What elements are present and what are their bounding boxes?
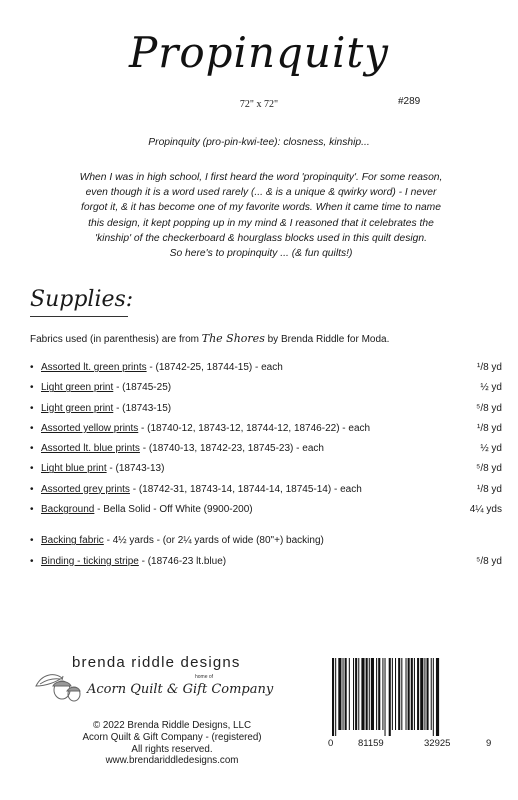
supply-amount: ⁵/8 yd xyxy=(476,402,502,414)
fabric-line-name: The Shores xyxy=(201,332,265,345)
fabrics-note xyxy=(30,332,389,345)
barcode-bar xyxy=(424,658,425,730)
barcode-bar xyxy=(371,658,374,730)
barcode-bar xyxy=(436,658,439,736)
supply-amount: ¹/8 yd xyxy=(476,362,502,373)
barcode-bar xyxy=(338,658,341,730)
barcode-bar xyxy=(411,658,413,730)
barcode-bar xyxy=(349,658,350,730)
supply-name: Assorted lt. blue prints xyxy=(41,443,140,455)
barcode-bar xyxy=(361,658,364,730)
website-link[interactable]: www.brendariddledesigns.com xyxy=(105,755,239,767)
supplies-underline xyxy=(30,316,128,317)
barcode-bar xyxy=(378,658,380,730)
barcode-digit: 9 xyxy=(486,738,492,749)
supply-amount: ½ yd xyxy=(480,382,502,394)
supply-detail: - (18743-13) xyxy=(109,463,165,475)
brand-company: Acorn Quilt & Gift Company xyxy=(87,682,274,697)
supply-detail: - Bella Solid - Off White (9900-200) xyxy=(97,504,253,516)
bullet: • xyxy=(30,535,34,547)
fabrics-note-after: by Brenda Riddle for Moda. xyxy=(267,334,390,345)
copyright-line: All rights reserved. xyxy=(131,743,213,755)
barcode-bar xyxy=(398,658,400,730)
barcode-bar xyxy=(414,658,415,730)
story-line: this design, it kept popping up in my mind & I reasoned that it celebrates the xyxy=(88,217,434,229)
barcode-digit: 81159 xyxy=(358,738,384,749)
supply-item xyxy=(30,504,502,524)
bullet: • xyxy=(30,443,34,455)
barcode-bar xyxy=(382,658,383,730)
supply-item xyxy=(30,362,502,382)
supply-name: Assorted grey prints xyxy=(41,483,130,495)
barcode-bar xyxy=(401,658,402,730)
bullet: • xyxy=(30,402,34,414)
supply-item xyxy=(30,403,502,423)
supply-amount: ¹/8 yd xyxy=(476,483,502,495)
supply-item xyxy=(30,382,502,402)
supply-name: Assorted lt. green prints xyxy=(41,362,147,373)
barcode-bar xyxy=(332,658,334,736)
barcode-bar xyxy=(420,658,423,730)
supplies-heading: Supplies: xyxy=(30,287,134,312)
supply-amount: ½ yd xyxy=(480,443,502,455)
supplies-list xyxy=(30,362,502,576)
supply-name: Binding - ticking stripe xyxy=(41,555,139,567)
barcode-bar xyxy=(389,658,391,736)
bullet: • xyxy=(30,483,34,495)
story-line: So here's to propinquity ... (& fun quilts!) xyxy=(169,248,353,260)
bullet: • xyxy=(30,504,34,516)
story-line: even though it is a word used rarely (... & is a unique & qwirky word) - I never xyxy=(85,187,437,199)
barcode-bar xyxy=(408,658,410,730)
copyright-line: Acorn Quilt & Gift Company - (registered) xyxy=(82,731,262,743)
pattern-number: #289 xyxy=(398,96,421,107)
supply-name: Backing fabric xyxy=(41,535,104,547)
barcode-bar xyxy=(406,658,407,730)
pattern-title: Propinquity xyxy=(129,28,389,77)
story-line: When I was in high school, I first heard the word 'propinquity'. For some reason, xyxy=(79,172,443,183)
supply-item xyxy=(30,484,502,504)
quilt-size: 72" x 72" xyxy=(239,99,279,110)
supply-detail: - (18745-25) xyxy=(116,382,172,394)
supply-detail: - (18743-15) xyxy=(116,402,172,414)
definition-text: Propinquity (pro-pin-kwi-tee): closness, kinship... xyxy=(148,137,370,148)
supply-detail: - 4½ yards - (or 2¼ yards of wide (80"+) backing) xyxy=(106,535,324,547)
barcode-bar xyxy=(392,658,393,730)
barcode-bar xyxy=(376,658,377,730)
bullet: • xyxy=(30,422,34,434)
supply-name: Light green print xyxy=(41,382,114,394)
barcode xyxy=(330,658,490,736)
supply-amount: ¹/8 yd xyxy=(476,422,502,434)
list-spacer xyxy=(30,524,502,535)
bullet: • xyxy=(30,382,34,394)
barcode-bar xyxy=(395,658,396,730)
barcode-bar xyxy=(358,658,359,730)
supply-item xyxy=(30,556,502,576)
barcode-bar xyxy=(353,658,354,730)
fabrics-note-before: Fabrics used (in parenthesis) are from xyxy=(30,334,199,345)
supply-detail: - (18740-12, 18743-12, 18744-12, 18746-22) - each xyxy=(141,422,371,434)
bullet: • xyxy=(30,555,34,567)
supply-amount: ⁵/8 yd xyxy=(476,463,502,475)
story-line: 'kinship' of the checkerboard & hourglass blocks used in this quilt design. xyxy=(95,232,427,244)
supply-amount: ⁵/8 yd xyxy=(476,555,502,567)
brand-name: brenda riddle designs xyxy=(72,654,241,671)
supply-item xyxy=(30,443,502,463)
bullet: • xyxy=(30,362,34,373)
barcode-bar xyxy=(431,658,432,730)
barcode-bar xyxy=(385,658,386,736)
barcode-bar xyxy=(369,658,370,730)
barcode-bar xyxy=(366,658,368,730)
story-paragraph xyxy=(30,170,492,261)
supply-detail: - (18742-25, 18744-15) - each xyxy=(149,362,283,373)
supply-name: Light green print xyxy=(41,402,114,414)
supply-item xyxy=(30,423,502,443)
barcode-bar xyxy=(417,658,419,730)
barcode-bar xyxy=(433,658,434,736)
copyright-block xyxy=(52,720,292,767)
supply-item xyxy=(30,463,502,483)
barcode-bar xyxy=(355,658,357,730)
supply-name: Assorted yellow prints xyxy=(41,422,139,434)
barcode-bar xyxy=(343,658,344,730)
barcode-digit: 32925 xyxy=(424,738,451,749)
story-line: forgot it, & it has become one of my favorite words. When it came time to name xyxy=(81,202,441,214)
supply-detail: - (18746-23 lt.blue) xyxy=(141,555,227,567)
barcode-bar xyxy=(335,658,336,736)
supply-item xyxy=(30,535,502,555)
brand-home-of: home of xyxy=(195,674,214,680)
supply-name: Background xyxy=(41,504,95,516)
supply-detail: - (18742-31, 18743-14, 18744-14, 18745-14) - each xyxy=(132,483,362,495)
barcode-digit: 0 xyxy=(328,738,334,749)
copyright-line: © 2022 Brenda Riddle Designs, LLC xyxy=(92,720,252,731)
barcode-bar xyxy=(427,658,429,730)
supply-amount: 4¼ yds xyxy=(469,504,502,516)
supply-name: Light blue print xyxy=(41,463,107,475)
barcode-bar xyxy=(345,658,347,730)
supply-detail: - (18740-13, 18742-23, 18745-23) - each xyxy=(142,443,324,455)
bullet: • xyxy=(30,463,34,475)
